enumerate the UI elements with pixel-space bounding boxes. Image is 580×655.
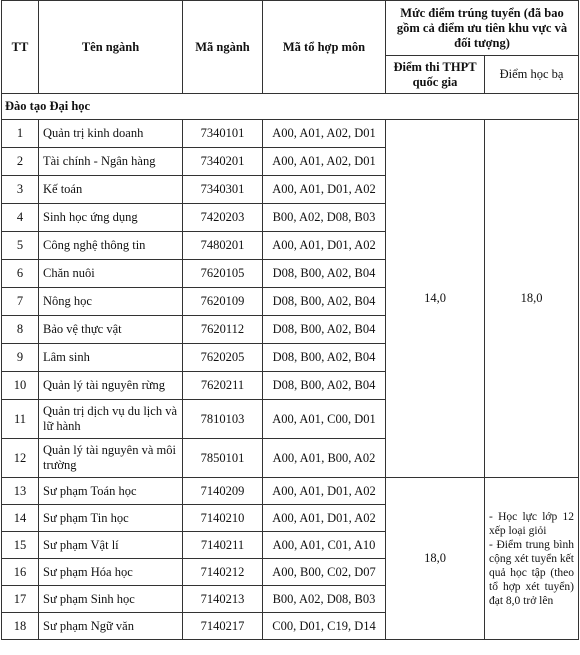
row-ma-nganh: 7340101 — [183, 120, 263, 148]
row-ma-nganh: 7140210 — [183, 505, 263, 532]
row-to-hop: D08, B00, A02, B04 — [263, 344, 386, 372]
row-ten-nganh: Sư phạm Ngữ văn — [39, 613, 183, 640]
row-ten-nganh: Công nghệ thông tin — [39, 232, 183, 260]
row-to-hop: A00, A01, A02, D01 — [263, 148, 386, 176]
row-ma-nganh: 7140213 — [183, 586, 263, 613]
row-ten-nganh: Lâm sinh — [39, 344, 183, 372]
row-tt: 8 — [2, 316, 39, 344]
row-tt: 12 — [2, 439, 39, 478]
row-tt: 9 — [2, 344, 39, 372]
row-ten-nganh: Sư phạm Hóa học — [39, 559, 183, 586]
row-to-hop: B00, A02, D08, B03 — [263, 586, 386, 613]
row-to-hop: A00, A01, A02, D01 — [263, 120, 386, 148]
row-to-hop: D08, B00, A02, B04 — [263, 372, 386, 400]
group1-diem-hoc-ba: 18,0 — [485, 120, 579, 478]
row-ma-nganh: 7620205 — [183, 344, 263, 372]
header-ma-nganh: Mã ngành — [183, 1, 263, 94]
row-tt: 11 — [2, 400, 39, 439]
row-ten-nganh: Quản trị dịch vụ du lịch và lữ hành — [39, 400, 183, 439]
admission-score-table — [1, 0, 579, 640]
row-to-hop: D08, B00, A02, B04 — [263, 260, 386, 288]
row-to-hop: C00, D01, C19, D14 — [263, 613, 386, 640]
row-ten-nganh: Quản lý tài nguyên và môi trường — [39, 439, 183, 478]
table-row — [2, 120, 579, 148]
row-ma-nganh: 7340301 — [183, 176, 263, 204]
row-tt: 3 — [2, 176, 39, 204]
row-tt: 2 — [2, 148, 39, 176]
row-ma-nganh: 7140217 — [183, 613, 263, 640]
row-tt: 6 — [2, 260, 39, 288]
row-ten-nganh: Quản lý tài nguyên rừng — [39, 372, 183, 400]
row-tt: 1 — [2, 120, 39, 148]
group2-diem-thpt: 18,0 — [386, 478, 485, 640]
row-to-hop: D08, B00, A02, B04 — [263, 316, 386, 344]
header-diem-thpt: Điểm thi THPT quốc gia — [386, 56, 485, 94]
row-ma-nganh: 7620109 — [183, 288, 263, 316]
row-tt: 18 — [2, 613, 39, 640]
row-ten-nganh: Tài chính - Ngân hàng — [39, 148, 183, 176]
row-ten-nganh: Sư phạm Sinh học — [39, 586, 183, 613]
row-to-hop: A00, A01, D01, A02 — [263, 505, 386, 532]
row-to-hop: A00, A01, D01, A02 — [263, 232, 386, 260]
group1-diem-thpt: 14,0 — [386, 120, 485, 478]
row-ma-nganh: 7620105 — [183, 260, 263, 288]
row-ma-nganh: 7340201 — [183, 148, 263, 176]
row-to-hop: B00, A02, D08, B03 — [263, 204, 386, 232]
row-ten-nganh: Kế toán — [39, 176, 183, 204]
header-ma-to-hop: Mã tổ hợp môn — [263, 1, 386, 94]
row-ten-nganh: Bảo vệ thực vật — [39, 316, 183, 344]
row-ma-nganh: 7140211 — [183, 532, 263, 559]
row-ma-nganh: 7480201 — [183, 232, 263, 260]
row-tt: 7 — [2, 288, 39, 316]
row-ma-nganh: 7140212 — [183, 559, 263, 586]
row-ten-nganh: Nông học — [39, 288, 183, 316]
section-title: Đào tạo Đại học — [2, 94, 579, 120]
row-ten-nganh: Quản trị kinh doanh — [39, 120, 183, 148]
row-ma-nganh: 7620112 — [183, 316, 263, 344]
row-tt: 13 — [2, 478, 39, 505]
table-row — [2, 478, 579, 505]
row-to-hop: A00, A01, D01, A02 — [263, 176, 386, 204]
row-ma-nganh: 7810103 — [183, 400, 263, 439]
row-ma-nganh: 7850101 — [183, 439, 263, 478]
row-tt: 15 — [2, 532, 39, 559]
row-ten-nganh: Sư phạm Tin học — [39, 505, 183, 532]
row-to-hop: A00, A01, B00, A02 — [263, 439, 386, 478]
header-muc-diem: Mức điểm trúng tuyển (đã bao gồm cả điểm ưu tiên khu vực và đối tượng) — [386, 1, 579, 56]
row-to-hop: D08, B00, A02, B04 — [263, 288, 386, 316]
row-tt: 10 — [2, 372, 39, 400]
header-ten-nganh: Tên ngành — [39, 1, 183, 94]
row-to-hop: A00, A01, D01, A02 — [263, 478, 386, 505]
row-ma-nganh: 7140209 — [183, 478, 263, 505]
header-tt: TT — [2, 1, 39, 94]
row-ma-nganh: 7620211 — [183, 372, 263, 400]
note-line: - Điểm trung bình cộng xét tuyển kết quả học tập (theo tổ hợp xét tuyển) đạt 8,0 trở lên — [489, 538, 574, 607]
row-tt: 16 — [2, 559, 39, 586]
row-tt: 5 — [2, 232, 39, 260]
row-tt: 4 — [2, 204, 39, 232]
group2-hoc-ba-note — [485, 478, 579, 640]
row-tt: 17 — [2, 586, 39, 613]
note-line: - Học lực lớp 12 xếp loại giỏi — [489, 510, 574, 537]
row-ten-nganh: Sinh học ứng dụng — [39, 204, 183, 232]
row-to-hop: A00, A01, C01, A10 — [263, 532, 386, 559]
row-ten-nganh: Chăn nuôi — [39, 260, 183, 288]
row-ten-nganh: Sư phạm Toán học — [39, 478, 183, 505]
row-ten-nganh: Sư phạm Vật lí — [39, 532, 183, 559]
row-to-hop: A00, B00, C02, D07 — [263, 559, 386, 586]
row-tt: 14 — [2, 505, 39, 532]
row-to-hop: A00, A01, C00, D01 — [263, 400, 386, 439]
header-diem-hoc-ba: Điểm học bạ — [485, 56, 579, 94]
row-ma-nganh: 7420203 — [183, 204, 263, 232]
